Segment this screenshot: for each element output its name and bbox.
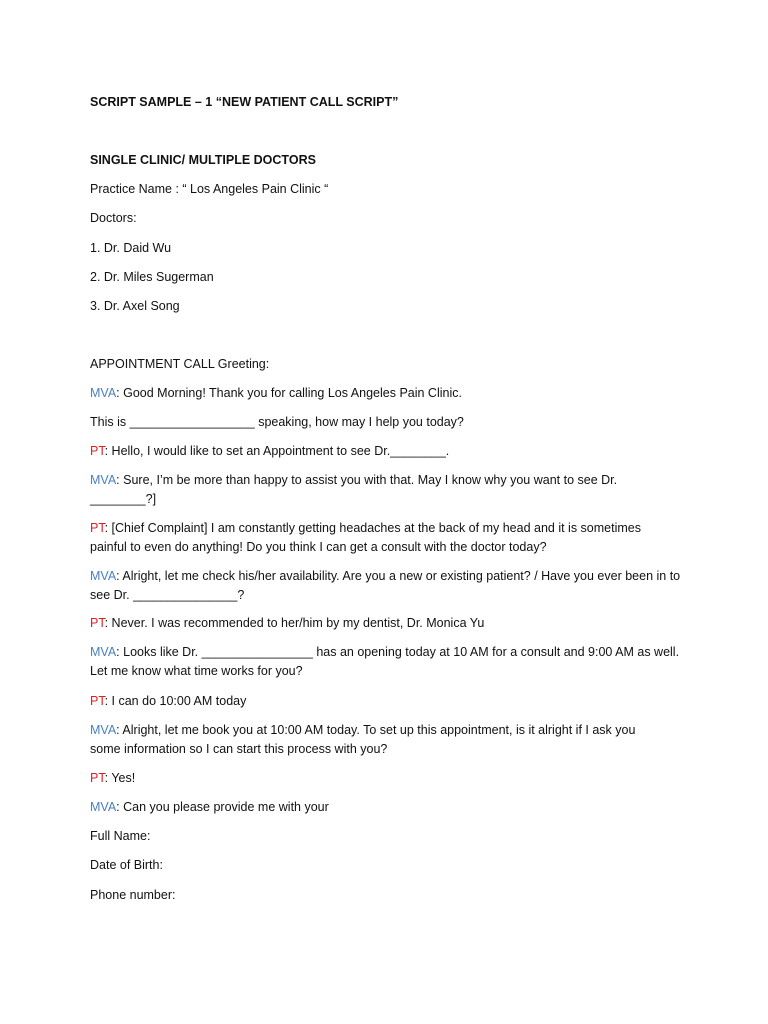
doctor-item-1: 1. Dr. Daid Wu — [90, 241, 172, 255]
field-full-name: Full Name: — [90, 829, 151, 843]
dialogue-text: : Alright, let me book you at 10:00 AM today. To set up this appointment, is it alright if I ask you some information so I can start this process with you? — [90, 723, 639, 756]
dialogue-text: : Hello, I would like to set an Appointment to see Dr.________. — [104, 444, 450, 458]
practice-name: Practice Name : “ Los Angeles Pain Clinic “ — [90, 182, 329, 196]
dialogue-line — [90, 692, 690, 711]
speaker-mva: MVA — [90, 723, 117, 737]
field-dob: Date of Birth: — [90, 858, 163, 872]
doctor-item-2: 2. Dr. Miles Sugerman — [90, 270, 214, 284]
speaker-pt: PT — [90, 444, 105, 458]
speaker-mva: MVA — [90, 800, 117, 814]
dialogue-text: : Yes! — [104, 771, 136, 785]
dialogue-text: : [Chief Complaint] I am constantly getting headaches at the back of my head and it is sometimes painful to even do anything! Do you think I can get a consult with the doctor today? — [90, 521, 645, 554]
dialogue-line — [90, 614, 690, 633]
dialogue-line — [90, 442, 690, 461]
dialogue-text: : Good Morning! Thank you for calling Los Angeles Pain Clinic. — [116, 386, 462, 400]
speaker-mva: MVA — [90, 645, 117, 659]
dialogue-text: : Can you please provide me with your — [116, 800, 329, 814]
doctor-item-3: 3. Dr. Axel Song — [90, 299, 180, 313]
dialogue-line — [90, 384, 690, 403]
doctors-label: Doctors: — [90, 211, 137, 225]
dialogue-text: : Sure, I’m be more than happy to assist you with that. May I know why you want to see Dr. ________?] — [90, 473, 621, 506]
speaker-mva: MVA — [90, 569, 117, 583]
document-subtitle: SINGLE CLINIC/ MULTIPLE DOCTORS — [90, 153, 316, 167]
dialogue-line: This is __________________ speaking, how may I help you today? — [90, 415, 464, 429]
document-title: SCRIPT SAMPLE – 1 “NEW PATIENT CALL SCRIPT” — [90, 95, 399, 109]
dialogue-line — [90, 471, 650, 509]
dialogue-line — [90, 567, 690, 605]
speaker-pt: PT — [90, 771, 105, 785]
speaker-pt: PT — [90, 694, 105, 708]
greeting-heading: APPOINTMENT CALL Greeting: — [90, 357, 270, 371]
dialogue-text: : Looks like Dr. ________________ has an opening today at 10 AM for a consult and 9:00 AM as well. Let me know what time works for you? — [90, 645, 683, 678]
speaker-mva: MVA — [90, 473, 117, 487]
dialogue-line — [90, 643, 690, 681]
dialogue-line — [90, 769, 690, 788]
speaker-pt: PT — [90, 616, 105, 630]
speaker-mva: MVA — [90, 386, 117, 400]
dialogue-text: : Alright, let me check his/her availability. Are you a new or existing patient? / Have you ever been in to see Dr. _______________? — [90, 569, 684, 602]
dialogue-text: : I can do 10:00 AM today — [104, 694, 247, 708]
speaker-pt: PT — [90, 521, 105, 535]
dialogue-line — [90, 721, 655, 759]
dialogue-line — [90, 519, 660, 557]
dialogue-text: : Never. I was recommended to her/him by my dentist, Dr. Monica Yu — [104, 616, 485, 630]
dialogue-line — [90, 798, 690, 817]
field-phone: Phone number: — [90, 888, 176, 902]
